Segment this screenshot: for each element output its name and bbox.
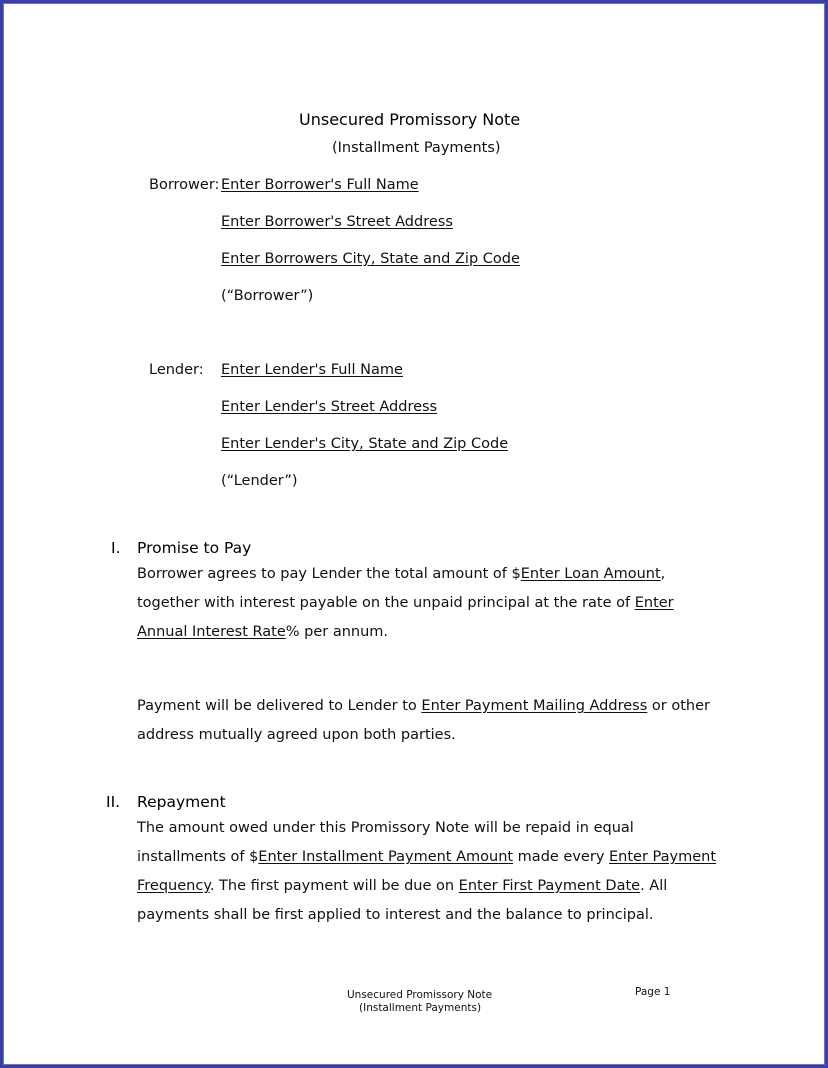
document-subtitle: (Installment Payments) xyxy=(332,140,501,156)
footer-page-number: Page 1 xyxy=(635,986,671,998)
interest-rate-field-part-2[interactable]: Annual Interest Rate xyxy=(137,624,286,640)
payment-frequency-field-part-1[interactable]: Enter Payment xyxy=(609,849,717,865)
section-1-heading: Promise to Pay xyxy=(137,539,252,557)
section-1-payment-line-1: Payment will be delivered to Lender to Enter Payment Mailing Address or other xyxy=(137,698,710,714)
lender-name-field[interactable]: Enter Lender's Full Name xyxy=(221,362,403,378)
section-2-numeral: II. xyxy=(106,793,121,811)
interest-rate-field-part-1[interactable]: Enter xyxy=(634,595,674,611)
footer-title: Unsecured Promissory Note xyxy=(347,989,493,1001)
borrower-street-field[interactable]: Enter Borrower's Street Address xyxy=(221,214,453,230)
section-1-line-3: Annual Interest Rate% per annum. xyxy=(137,624,389,640)
section-1-numeral: I. xyxy=(111,539,121,557)
borrower-name-field[interactable]: Enter Borrower's Full Name xyxy=(221,177,419,193)
section-1-line-1: Borrower agrees to pay Lender the total amount of $Enter Loan Amount, xyxy=(137,566,666,582)
loan-amount-field[interactable]: Enter Loan Amount xyxy=(520,566,661,582)
borrower-label: Borrower: xyxy=(149,177,220,193)
section-1-payment-line-2: address mutually agreed upon both parties. xyxy=(137,727,456,743)
lender-street-field[interactable]: Enter Lender's Street Address xyxy=(221,399,438,415)
section-2-line-2: installments of $Enter Installment Payment Amount made every Enter Payment xyxy=(137,849,717,865)
section-2-line-4: payments shall be first applied to interest and the balance to principal. xyxy=(137,907,654,923)
lender-label: Lender: xyxy=(149,362,204,378)
first-payment-date-field[interactable]: Enter First Payment Date xyxy=(458,878,641,894)
section-1-line-2: together with interest payable on the unpaid principal at the rate of Enter xyxy=(137,595,674,611)
footer-subtitle: (Installment Payments) xyxy=(359,1002,482,1014)
lender-alias: (“Lender”) xyxy=(221,473,298,489)
document-title: Unsecured Promissory Note xyxy=(299,110,521,129)
payment-frequency-field-part-2[interactable]: Frequency xyxy=(137,878,210,894)
borrower-city-field[interactable]: Enter Borrowers City, State and Zip Code xyxy=(221,251,520,267)
section-2-heading: Repayment xyxy=(137,793,226,811)
section-2-line-3: Frequency. The first payment will be due on Enter First Payment Date. All xyxy=(137,878,668,894)
payment-address-field[interactable]: Enter Payment Mailing Address xyxy=(421,698,648,714)
section-2-line-1: The amount owed under this Promissory Note will be repaid in equal xyxy=(137,820,634,836)
borrower-alias: (“Borrower”) xyxy=(221,288,314,304)
installment-amount-field[interactable]: Enter Installment Payment Amount xyxy=(258,849,514,865)
lender-city-field[interactable]: Enter Lender's City, State and Zip Code xyxy=(221,436,509,452)
